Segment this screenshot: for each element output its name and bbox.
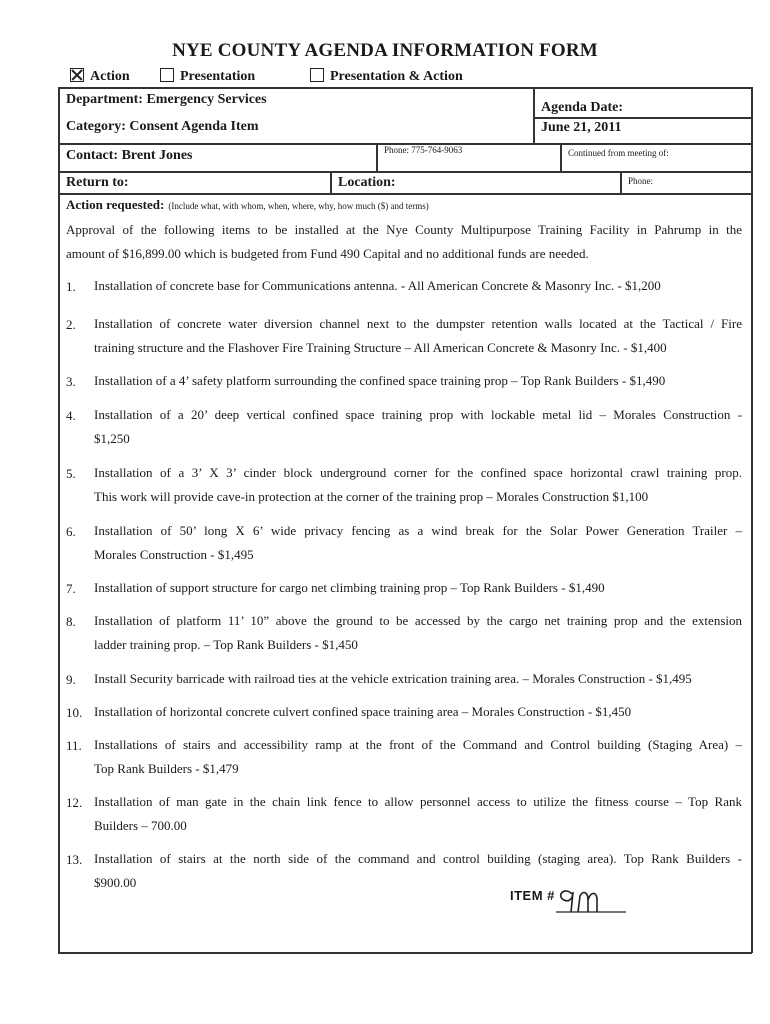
list-item: Morales Construction - $1,495: [94, 547, 254, 562]
list-item: Installation of stairs at the north side of the command and control building (staging area). Top Rank Builders -: [94, 851, 742, 866]
grid-line: [58, 952, 752, 954]
list-item: Installation of horizontal concrete culvert confined space training area – Morales Construction - $1,450: [94, 704, 632, 719]
return-to: Return to:: [66, 175, 129, 190]
grid-line: [620, 171, 622, 193]
phone: Phone: 775-764-9063: [384, 145, 463, 155]
item-number: 3.: [66, 374, 76, 389]
list-item: This work will provide cave-in protection at the corner of the training prop – Morales Construction $1,100: [94, 489, 649, 504]
list-item: Installation of a 3’ X 3’ cinder block underground corner for the confined space horizontal crawl training prop.: [94, 465, 742, 480]
action-requested-label: Action requested:: [66, 197, 165, 212]
grid-line: [58, 171, 752, 173]
list-item: Installation of a 20’ deep vertical confined space training prop with lockable metal lid – Morales Construction -: [94, 407, 742, 422]
grid-line: [560, 143, 562, 171]
item-number-label: ITEM #: [510, 888, 555, 903]
continued-from: Continued from meeting of:: [568, 148, 669, 158]
checkbox-presentation[interactable]: [160, 68, 255, 85]
grid-line: [533, 87, 535, 143]
item-number: 11.: [66, 738, 82, 753]
item-number: 13.: [66, 852, 83, 867]
checkbox-presentation-action[interactable]: [310, 68, 463, 85]
list-item: Installation of 50’ long X 6’ wide privacy fencing as a wind break for the Solar Power Generation Trailer –: [94, 523, 742, 538]
grid-line: [751, 87, 753, 953]
intro-line-1: Approval of the following items to be installed at the Nye County Multipurpose Training Facility in Pahrump in the: [66, 222, 742, 237]
item-number: 2.: [66, 317, 76, 332]
item-number: 9.: [66, 672, 76, 687]
list-item: Installation of platform 11’ 10” above the ground to be accessed by the cargo net training prop and the extension: [94, 613, 742, 628]
checked-box-icon: [70, 68, 84, 82]
item-number: 5.: [66, 466, 76, 481]
item-number: 8.: [66, 614, 76, 629]
list-item: Builders – 700.00: [94, 818, 187, 833]
contact: Contact: Brent Jones: [66, 148, 193, 163]
item-number: 7.: [66, 581, 76, 596]
list-item: Installation of support structure for cargo net climbing training prop – Top Rank Builders - $1,490: [94, 580, 605, 595]
action-requested: [66, 196, 429, 214]
checkbox-presentation-label: Presentation: [180, 69, 256, 84]
list-item: Installation of concrete water diversion channel next to the dumpster retention walls located at the Tactical / Fire: [94, 316, 742, 331]
list-item: training structure and the Flashover Fire Training Structure – All American Concrete & Masonry Inc. - $1,400: [94, 340, 667, 355]
checkbox-action-label: Action: [90, 69, 130, 84]
list-item: Installation of a 4’ safety platform surrounding the confined space training prop – Top Rank Builders - $1,490: [94, 373, 666, 388]
grid-line: [58, 87, 752, 89]
grid-line: [376, 143, 378, 171]
item-number: 12.: [66, 795, 83, 810]
empty-box-icon: [310, 68, 324, 82]
item-number: 6.: [66, 524, 76, 539]
list-item: $1,250: [94, 431, 130, 446]
list-item: Installations of stairs and accessibility ramp at the front of the Command and Control building (Staging Area) –: [94, 737, 742, 752]
grid-line: [58, 87, 60, 953]
list-item: ladder training prop. – Top Rank Builders - $1,450: [94, 637, 358, 652]
checkbox-presentation-action-label: Presentation & Action: [330, 69, 463, 84]
form-title: NYE COUNTY AGENDA INFORMATION FORM: [172, 40, 598, 61]
list-item: Install Security barricade with railroad ties at the vehicle extrication training area. – Morales Construction - $1,495: [94, 671, 692, 686]
empty-box-icon: [160, 68, 174, 82]
department: Department: Emergency Services: [66, 92, 267, 107]
handwritten-item-number: [556, 880, 636, 920]
grid-line: [58, 193, 752, 195]
list-item: Installation of concrete base for Communications antenna. - All American Concrete & Masonry Inc. - $1,200: [94, 278, 661, 293]
location: Location:: [338, 175, 396, 190]
list-item: Top Rank Builders - $1,479: [94, 761, 239, 776]
list-item: Installation of man gate in the chain link fence to allow personnel access to utilize the fitness course – Top Rank: [94, 794, 742, 809]
intro-line-2: amount of $16,899.00 which is budgeted from Fund 490 Capital and no additional funds are needed.: [66, 246, 589, 261]
item-number: 1.: [66, 279, 76, 294]
item-number: 10.: [66, 705, 83, 720]
phone-2: Phone:: [628, 176, 654, 186]
item-number: 4.: [66, 408, 76, 423]
list-item: $900.00: [94, 875, 137, 890]
agenda-date: June 21, 2011: [541, 120, 622, 135]
agenda-date-label: Agenda Date:: [541, 100, 624, 115]
category: Category: Consent Agenda Item: [66, 119, 259, 134]
grid-line: [330, 171, 332, 193]
checkbox-action[interactable]: [70, 68, 130, 85]
grid-line: [533, 117, 752, 119]
action-requested-hint: (Include what, with whom, when, where, why, how much ($) and terms): [168, 201, 429, 211]
